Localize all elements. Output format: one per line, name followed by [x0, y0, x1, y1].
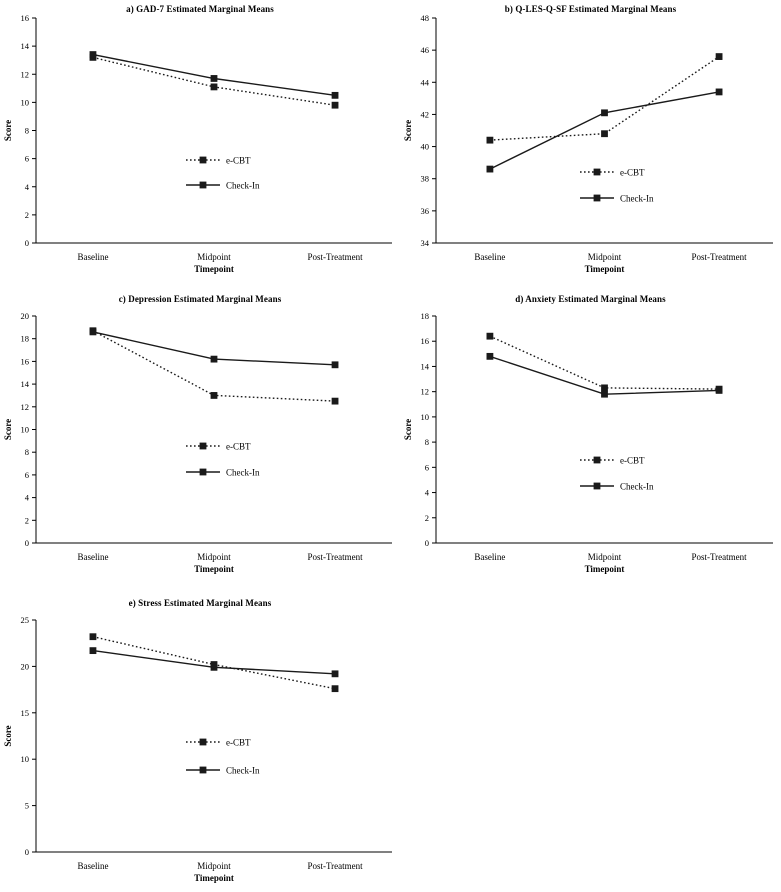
y-tick-label: 0	[24, 238, 29, 248]
x-tick-label: Baseline	[474, 552, 506, 562]
legend-marker	[594, 457, 600, 463]
y-tick-label: 12	[20, 401, 29, 412]
data-point-marker	[487, 137, 493, 143]
data-point-marker	[487, 166, 493, 172]
y-tick-label: 14	[20, 379, 29, 390]
plot-area-depression	[0, 288, 400, 588]
data-point-marker	[332, 92, 338, 98]
x-tick-label: Post-Treatment	[691, 252, 747, 262]
x-tick-label: Midpoint	[197, 861, 231, 871]
y-tick-label: 18	[20, 333, 29, 344]
data-point-marker	[90, 634, 96, 640]
legend-label: Check-In	[620, 193, 654, 204]
y-tick-label: 16	[20, 356, 29, 367]
legend-marker	[200, 469, 206, 475]
x-tick-label: Midpoint	[197, 252, 231, 262]
y-tick-label: 8	[24, 447, 29, 458]
y-axis-label: Score	[3, 119, 13, 142]
y-tick-label: 12	[420, 386, 429, 397]
chart-panel-depression	[0, 288, 400, 588]
panel-title-c: c) Depression Estimated Marginal Means	[118, 294, 282, 304]
y-tick-label: 14	[420, 361, 429, 372]
data-point-marker	[90, 52, 96, 58]
data-point-marker	[211, 356, 217, 362]
y-tick-label: 2	[424, 512, 429, 523]
x-tick-label: Post-Treatment	[691, 552, 747, 562]
y-tick-label: 0	[424, 538, 429, 548]
data-point-marker	[332, 671, 338, 677]
plot-area-gad7	[0, 0, 400, 285]
y-tick-label: 44	[420, 77, 429, 88]
x-axis-label: Timepoint	[194, 564, 234, 574]
data-point-marker	[332, 686, 338, 692]
y-tick-label: 42	[420, 109, 429, 120]
data-point-marker	[332, 398, 338, 404]
legend-label: Check-In	[620, 481, 654, 492]
y-tick-label: 0	[24, 847, 29, 857]
x-tick-label: Post-Treatment	[307, 552, 363, 562]
chart-panel-gad7	[0, 0, 400, 285]
data-point-marker	[716, 54, 722, 60]
y-axis-label: Score	[403, 418, 413, 441]
x-tick-label: Baseline	[474, 252, 506, 262]
data-point-marker	[332, 102, 338, 108]
plot-area-qlesqsf	[400, 0, 781, 285]
data-point-marker	[90, 648, 96, 654]
x-tick-label: Baseline	[77, 252, 109, 262]
legend-marker	[594, 483, 600, 489]
data-point-marker	[487, 333, 493, 339]
legend-label: e-CBT	[226, 737, 251, 748]
chart-panel-qlesqsf	[400, 0, 781, 285]
x-axis-label: Timepoint	[584, 264, 625, 274]
x-tick-label: Post-Treatment	[307, 861, 363, 871]
x-axis-label: Timepoint	[584, 564, 625, 574]
y-tick-label: 10	[20, 754, 29, 765]
data-point-marker	[211, 392, 217, 398]
data-point-marker	[211, 664, 217, 670]
y-tick-label: 10	[20, 424, 29, 435]
y-tick-label: 5	[24, 800, 29, 811]
y-tick-label: 10	[20, 97, 29, 108]
x-tick-label: Midpoint	[197, 552, 231, 562]
y-axis-label: Score	[403, 119, 413, 142]
x-tick-label: Post-Treatment	[307, 252, 363, 262]
plot-area-stress	[0, 590, 400, 892]
chart-panel-anxiety	[400, 288, 781, 588]
data-point-marker	[602, 110, 608, 116]
y-tick-label: 20	[20, 661, 29, 672]
legend-marker	[200, 767, 206, 773]
x-axis-label: Timepoint	[194, 873, 234, 883]
y-tick-label: 12	[20, 69, 29, 80]
y-axis-label: Score	[3, 418, 13, 441]
series-line-e-cbt	[93, 331, 335, 401]
data-point-marker	[487, 353, 493, 359]
y-tick-label: 34	[420, 238, 429, 248]
y-tick-label: 0	[24, 538, 29, 548]
data-point-marker	[211, 75, 217, 81]
legend-label: e-CBT	[620, 455, 645, 466]
data-point-marker	[90, 329, 96, 335]
legend-label: e-CBT	[620, 167, 645, 178]
legend-label: Check-In	[226, 180, 260, 191]
y-tick-label: 2	[24, 209, 29, 220]
y-tick-label: 18	[420, 311, 429, 321]
y-tick-label: 15	[20, 707, 29, 718]
panel-title-b: b) Q-LES-Q-SF Estimated Marginal Means	[504, 4, 677, 14]
y-tick-label: 16	[20, 13, 29, 23]
y-tick-label: 8	[424, 437, 429, 448]
y-axis-label: Score	[3, 725, 13, 747]
y-tick-label: 4	[24, 181, 29, 192]
y-tick-label: 40	[420, 141, 429, 152]
data-point-marker	[602, 131, 608, 137]
panel-title-d: d) Anxiety Estimated Marginal Means	[515, 294, 666, 304]
legend-label: Check-In	[226, 467, 260, 478]
y-tick-label: 4	[24, 492, 29, 503]
y-tick-label: 6	[24, 153, 29, 164]
data-point-marker	[716, 89, 722, 95]
legend-marker	[594, 195, 600, 201]
legend-marker	[200, 739, 206, 745]
data-point-marker	[211, 84, 217, 90]
x-tick-label: Baseline	[77, 552, 109, 562]
panel-title-a: a) GAD-7 Estimated Marginal Means	[126, 4, 274, 14]
data-point-marker	[332, 362, 338, 368]
x-tick-label: Baseline	[77, 861, 109, 871]
y-tick-label: 2	[24, 515, 29, 526]
data-point-marker	[716, 387, 722, 393]
y-tick-label: 20	[20, 311, 29, 321]
y-tick-label: 4	[424, 487, 429, 498]
panel-title-e: e) Stress Estimated Marginal Means	[128, 598, 272, 608]
x-axis-label: Timepoint	[194, 264, 234, 274]
y-tick-label: 6	[24, 469, 29, 480]
legend-label: e-CBT	[226, 441, 251, 452]
legend-marker	[200, 182, 206, 188]
plot-area-anxiety	[400, 288, 781, 588]
legend-label: e-CBT	[226, 155, 251, 166]
data-point-marker	[602, 385, 608, 391]
data-point-marker	[602, 391, 608, 397]
y-tick-label: 16	[420, 336, 429, 347]
y-tick-label: 48	[420, 13, 429, 23]
legend-marker	[200, 443, 206, 449]
y-tick-label: 46	[420, 45, 429, 56]
y-tick-label: 36	[420, 205, 429, 216]
chart-panel-stress	[0, 590, 400, 892]
y-tick-label: 25	[20, 615, 29, 625]
x-tick-label: Midpoint	[587, 552, 622, 562]
y-tick-label: 38	[420, 173, 429, 184]
series-line-e-cbt	[490, 336, 719, 389]
y-tick-label: 10	[420, 411, 429, 422]
legend-marker	[594, 169, 600, 175]
y-tick-label: 6	[424, 462, 429, 473]
x-tick-label: Midpoint	[587, 252, 622, 262]
legend-label: Check-In	[226, 765, 260, 776]
legend-marker	[200, 157, 206, 163]
y-tick-label: 14	[20, 41, 29, 52]
y-tick-label: 8	[24, 125, 29, 136]
